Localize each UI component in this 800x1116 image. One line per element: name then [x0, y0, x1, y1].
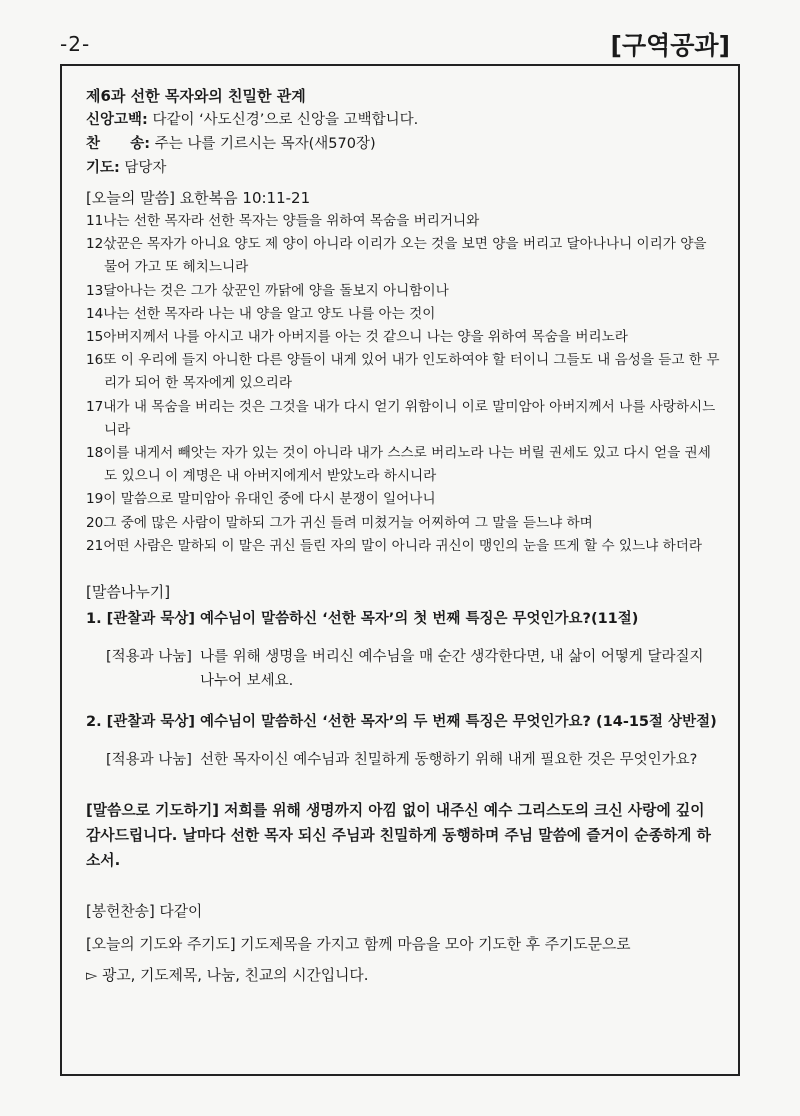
prayer-row: [86, 156, 720, 180]
offering-hymn: [봉헌찬송] 다같이: [86, 903, 203, 921]
lesson-title: 제6과 선한 목자와의 친밀한 관계: [86, 87, 306, 105]
confession-row: [86, 108, 720, 132]
prayer-label: 기도:: [86, 160, 120, 176]
today-prayer: [오늘의 기도와 주기도] 기도제목을 가지고 함께 마음을 모아 기도한 후 주기도문으로: [86, 936, 631, 954]
confession-label: 신앙고백:: [86, 112, 148, 128]
question-2: 2. [관찰과 묵상] 예수님이 말씀하신 ‘선한 목자’의 두 번째 특징은 무엇인가요? (14-15절 상반절): [86, 714, 717, 731]
application-text: 나를 위해 생명을 버리신 예수님을 매 순간 생각한다면, 내 삶이 어떻게 달라질지 나누어 보세요.: [199, 649, 704, 690]
verse: 13달아나는 것은 그가 삯꾼인 까닭에 양을 돌보지 아니함이나: [86, 282, 449, 299]
page-number: -2-: [60, 32, 91, 56]
confession-text: 다같이 ‘사도신경’으로 신앙을 고백합니다.: [152, 112, 419, 128]
sharing-title: [말씀나누기]: [86, 583, 171, 602]
reading-title: [오늘의 말씀] 요한복음 10:11-21: [86, 189, 311, 207]
application-1: [106, 645, 720, 693]
prayer-text: 담당자: [124, 160, 167, 176]
closing-prayer: [말씀으로 기도하기] 저희를 위해 생명까지 아낌 없이 내주신 예수 그리스도의 크신 사랑에 깊이 감사드립니다. 날마다 선한 목자 되신 주님과 친밀하게 동행하며 주님 말씀에 즐거이 순종하게 하소서.: [86, 802, 711, 870]
verse: 20그 중에 많은 사람이 말하되 그가 귀신 들려 미쳤거늘 어찌하여 그 말을 듣느냐 하며: [86, 514, 593, 531]
verse: 15아버지께서 나를 아시고 내가 아버지를 아는 것 같으니 나는 양을 위하여 목숨을 버리노라: [86, 329, 628, 346]
question-1: 1. [관찰과 묵상] 예수님이 말씀하신 ‘선한 목자’의 첫 번째 특징은 무엇인가요?(11절): [86, 611, 639, 628]
verse: 19이 말씀으로 말미암아 유대인 중에 다시 분쟁이 일어나니: [86, 491, 436, 508]
application-text: 선한 목자이신 예수님과 친밀하게 동행하기 위해 내게 필요한 것은 무엇인가요?: [199, 752, 698, 769]
verse: 16또 이 우리에 들지 아니한 다른 양들이 내게 있어 내가 인도하여야 할 터이니 그들도 내 음성을 듣고 한 무리가 되어 한 목자에게 있으리라: [86, 352, 720, 392]
verse: 18이를 내게서 빼앗는 자가 있는 것이 아니라 내가 스스로 버리노라 나는 버릴 권세도 있고 다시 얻을 권세도 있으니 이 계명은 내 아버지에게서 받았노라 하시니라: [86, 445, 711, 485]
announcement: ▻ 광고, 기도제목, 나눔, 친교의 시간입니다.: [86, 967, 369, 985]
application-2: [106, 748, 720, 772]
hymn-label: 찬 송:: [86, 136, 151, 152]
verse: 12삯꾼은 목자가 아니요 양도 제 양이 아니라 이리가 오는 것을 보면 양을 버리고 달아나나니 이리가 양을 물어 가고 또 헤치느니라: [86, 236, 707, 276]
verse: 21어떤 사람은 말하되 이 말은 귀신 들린 자의 말이 아니라 귀신이 맹인의 눈을 뜨게 할 수 있느냐 하더라: [86, 537, 703, 554]
application-label: [적용과 나눔]: [106, 752, 192, 769]
verse: 11나는 선한 목자라 선한 목자는 양들을 위하여 목숨을 버리거니와: [86, 213, 480, 229]
verse: 14나는 선한 목자라 나는 내 양을 알고 양도 나를 아는 것이: [86, 305, 436, 322]
lesson-content: [86, 84, 720, 988]
application-label: [적용과 나눔]: [106, 649, 192, 666]
hymn-text: 주는 나를 기르시는 목자(새570장): [154, 136, 376, 152]
hymn-row: [86, 132, 720, 156]
section-tag: [구역공과]: [610, 31, 730, 60]
lesson-frame: [60, 64, 740, 1076]
verse: 17내가 내 목숨을 버리는 것은 그것을 내가 다시 얻기 위함이니 이로 말미암아 아버지께서 나를 사랑하시느니라: [86, 398, 716, 438]
